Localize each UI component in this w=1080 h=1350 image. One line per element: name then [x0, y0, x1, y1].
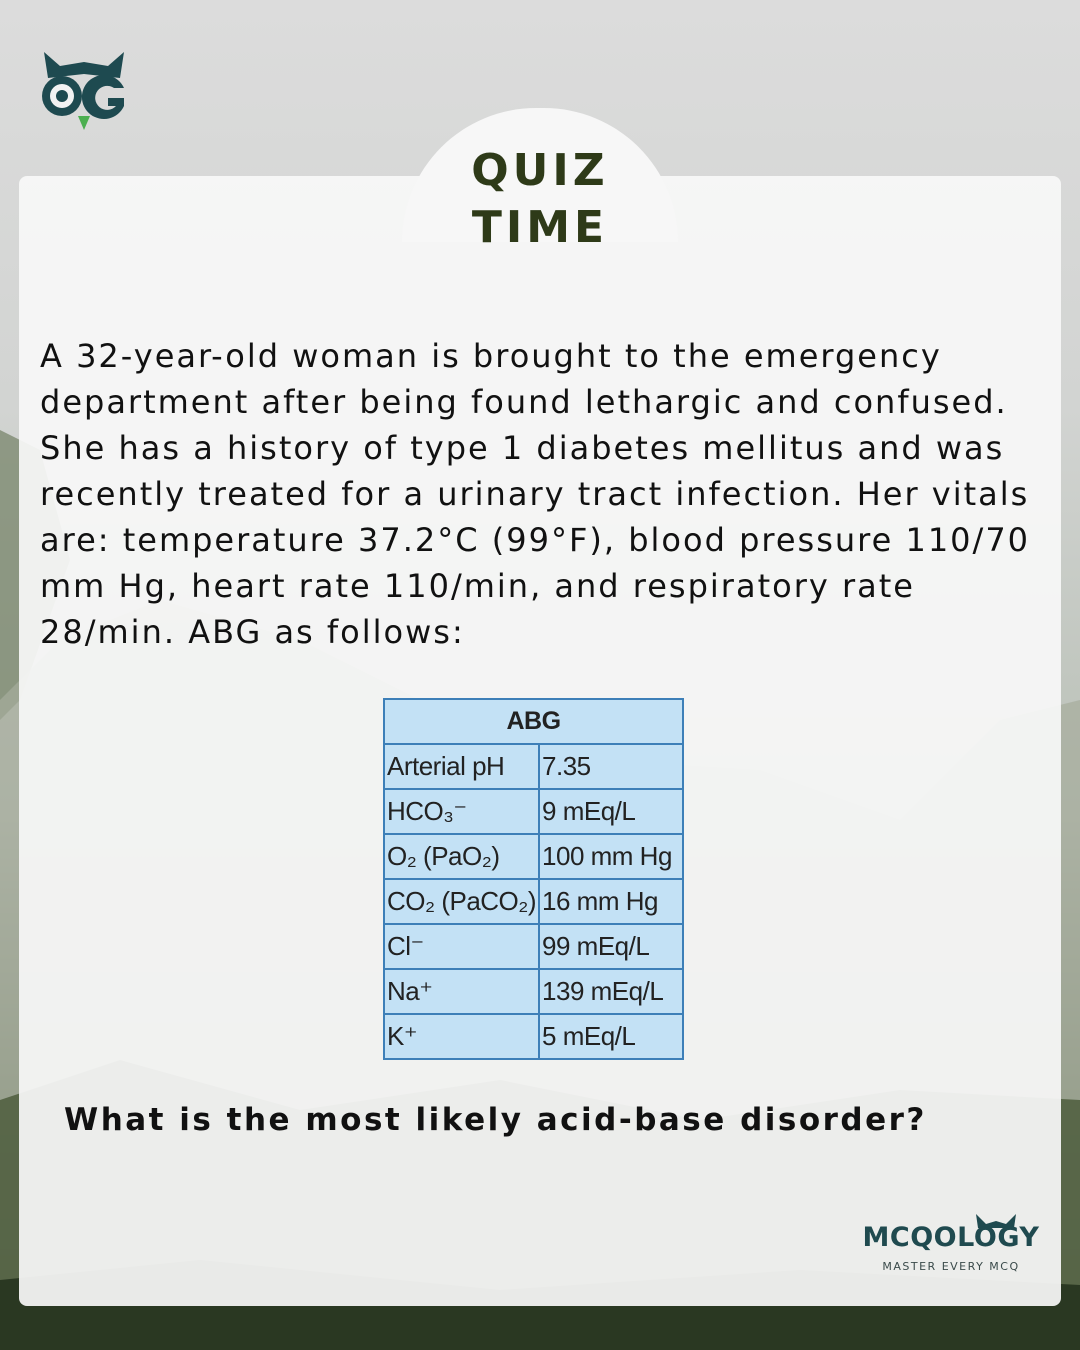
row-label: CO₂ (PaCO₂) — [384, 879, 539, 924]
table-row — [384, 744, 683, 789]
table-row — [384, 789, 683, 834]
abg-title: ABG — [384, 699, 683, 744]
row-label: HCO₃⁻ — [384, 789, 539, 834]
mcqology-logo — [862, 1212, 1040, 1282]
row-value: 7.35 — [539, 744, 683, 789]
table-row — [384, 834, 683, 879]
abg-table — [383, 698, 684, 1060]
row-value: 100 mm Hg — [539, 834, 683, 879]
table-row — [384, 924, 683, 969]
question-prompt: What is the most likely acid-base disorder? — [64, 1102, 927, 1138]
table-row — [384, 969, 683, 1014]
row-label: Cl⁻ — [384, 924, 539, 969]
row-value: 139 mEq/L — [539, 969, 683, 1014]
owl-og-logo-icon — [38, 48, 130, 134]
row-label: Na⁺ — [384, 969, 539, 1014]
title-line-1: QUIZ — [471, 145, 609, 196]
row-value: 16 mm Hg — [539, 879, 683, 924]
table-row — [384, 1014, 683, 1059]
row-label: K⁺ — [384, 1014, 539, 1059]
table-row — [384, 879, 683, 924]
quiz-time-title — [402, 142, 678, 256]
brand-tagline: MASTER EVERY MCQ — [882, 1260, 1020, 1273]
brand-name: MCQOLOGY — [862, 1222, 1040, 1253]
row-label: O₂ (PaO₂) — [384, 834, 539, 879]
question-stem: A 32-year-old woman is brought to the emergency department after being found lethargic and confused. She has a history of type 1 diabetes mellitus and was recently treated for a urinary tract infection. Her vitals are: temperature 37.2°C (99°F), blood pressure 110/70 mm Hg, heart rate 110/min, and respiratory rate 28/min. ABG as follows: — [40, 337, 1031, 651]
row-value: 99 mEq/L — [539, 924, 683, 969]
row-value: 9 mEq/L — [539, 789, 683, 834]
row-label: Arterial pH — [384, 744, 539, 789]
row-value: 5 mEq/L — [539, 1014, 683, 1059]
title-line-2: TIME — [471, 202, 609, 253]
